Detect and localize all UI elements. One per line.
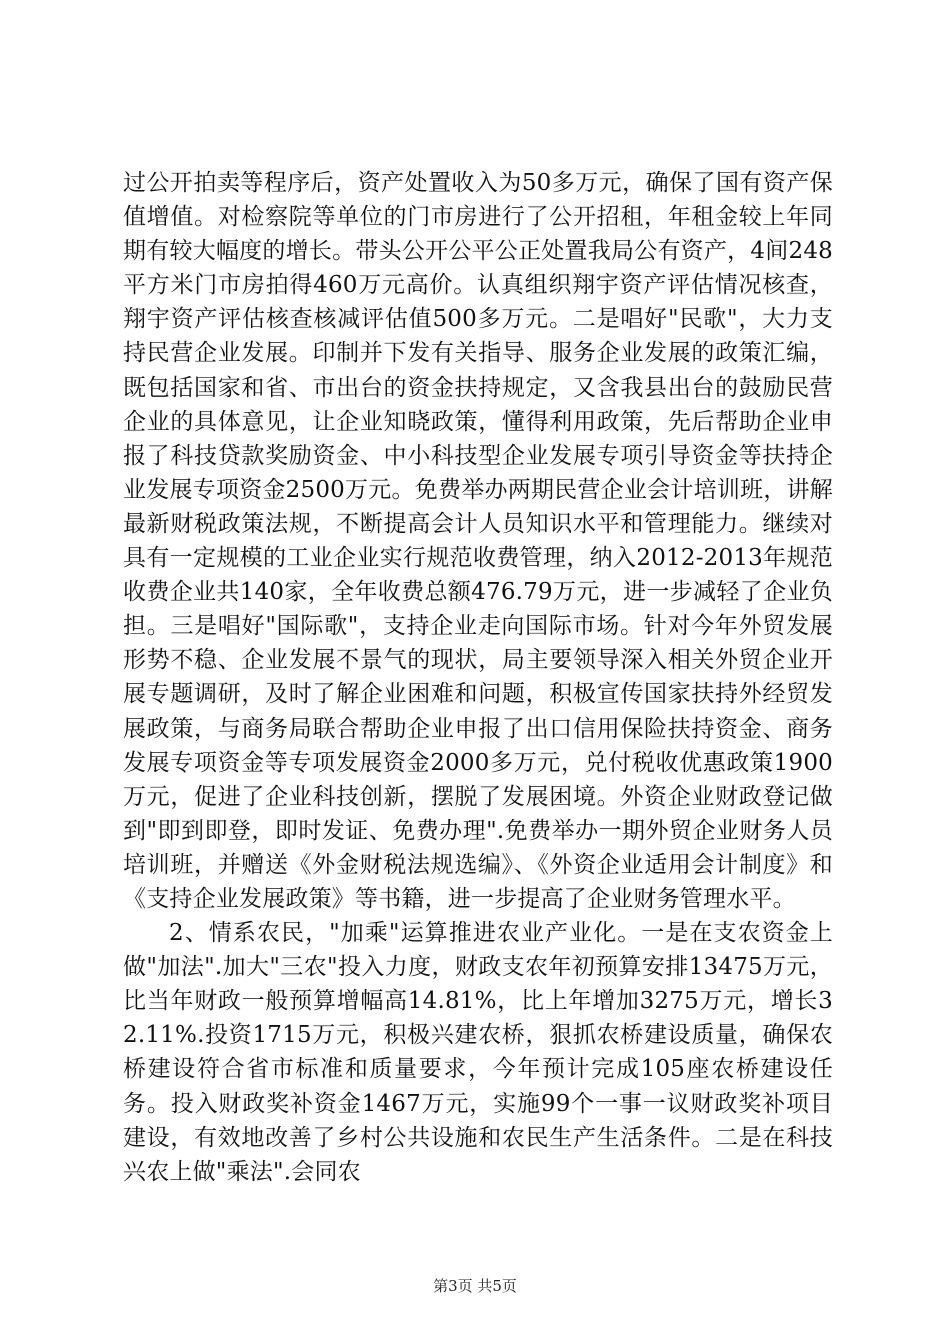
page-number-footer: 第3页 共5页 bbox=[433, 1277, 517, 1295]
body-paragraph-1: 过公开拍卖等程序后，资产处置收入为50多万元，确保了国有资产保值增值。对检察院等单位的门市房进行了公开招租，年租金较上年同期有较大幅度的增长。带头公开公平公正处置我局公有资产，4间248平方米门市房拍得460万元高价。认真组织翔宇资产评估情况核查，翔宇资产评估核查核减评估值500多万元。二是唱好"民歌"，大力支持民营企业发展。印制并下发有关指导、服务企业发展的政策汇编，既包括国家和省、市出台的资金扶持规定，又含我县出台的鼓励民营企业的具体意见，让企业知晓政策，懂得利用政策，先后帮助企业申报了科技贷款奖励资金、中小科技型企业发展专项引导资金等扶持企业发展专项资金2500万元。免费举办两期民营企业会计培训班，讲解最新财税政策法规，不断提高会计人员知识水平和管理能力。继续对具有一定规模的工业企业实行规范收费管理，纳入2012-2013年规范收费企业共140家，全年收费总额476.79万元，进一步减轻了企业负担。三是唱好"国际歌"，支持企业走向国际市场。针对今年外贸发展形势不稳、企业发展不景气的现状，局主要领导深入相关外贸企业开展专题调研，及时了解企业困难和问题，积极宣传国家扶持外经贸发展政策，与商务局联合帮助企业申报了出口信用保险扶持资金、商务发展专项资金等专项发展资金2000多万元，兑付税收优惠政策1900万元，促进了企业科技创新，摆脱了发展困境。外资企业财政登记做到"即到即登，即时发证、免费办理".免费举办一期外贸企业财务人员培训班，并赠送《外金财税法规选编》、《外资企业适用会计制度》和《支持企业发展政策》等书籍，进一步提高了企业财务管理水平。 bbox=[123, 170, 833, 912]
document-body bbox=[123, 166, 833, 1189]
body-paragraph-2: 2、情系农民，"加乘"运算推进农业产业化。一是在支农资金上做"加法".加大"三农"投入力度，财政支农年初预算安排13475万元，比当年财政一般预算增幅高14.81%，比上年增加3275万元，增长32.11%.投资1715万元，积极兴建农桥，狠抓农桥建设质量，确保农桥建设符合省市标准和质量要求，今年预计完成105座农桥建设任务。投入财政奖补资金1467万元，实施99个一事一议财政奖补项目建设，有效地改善了乡村公共设施和农民生产生活条件。二是在科技兴农上做"乘法".会同农 bbox=[123, 920, 833, 1185]
